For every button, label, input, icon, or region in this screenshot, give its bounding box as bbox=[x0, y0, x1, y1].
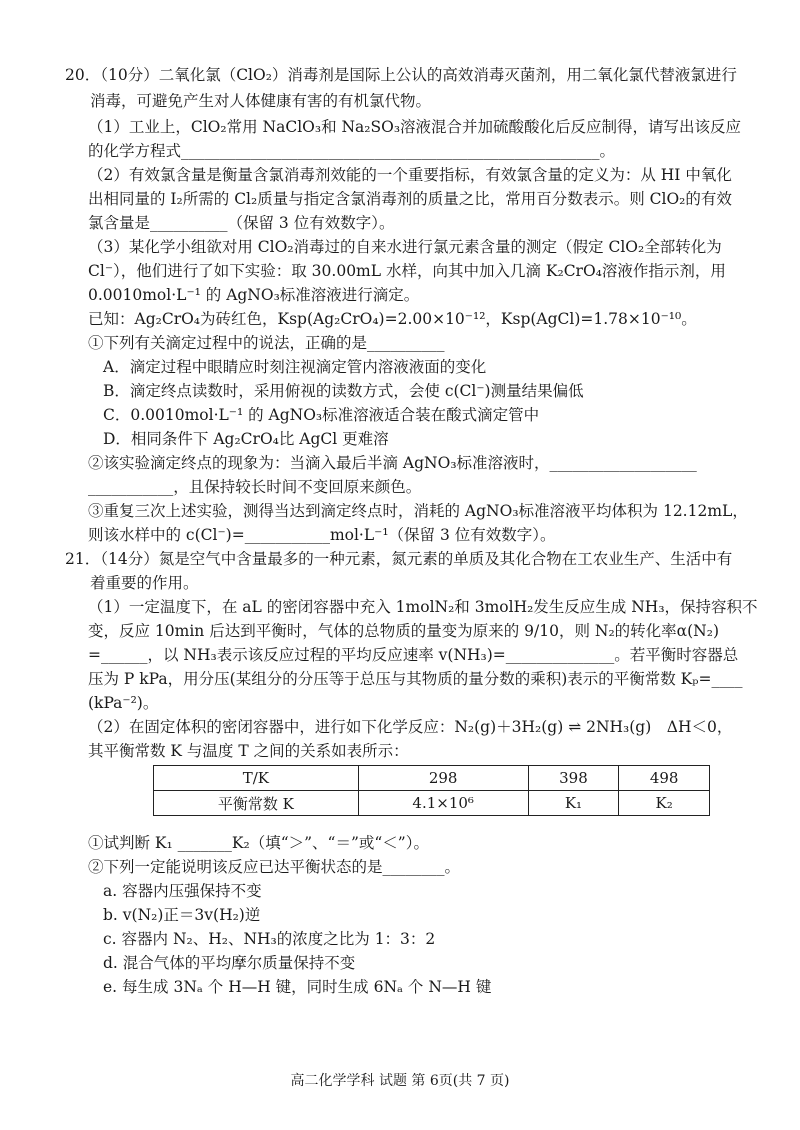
table-cell: 平衡常数 K bbox=[154, 791, 359, 816]
q20-part2-line1: （2）有效氯含量是衡量含氯消毒剂效能的一个重要指标，有效氯含量的定义为：从 HI 中氧化 bbox=[88, 166, 732, 184]
table-cell: 4.1×10⁶ bbox=[358, 791, 528, 816]
q21-option-c: c. 容器内 N₂、H₂、NH₃的浓度之比为 1：3：2 bbox=[103, 930, 436, 948]
q21-part2-line2: 其平衡常数 K 与温度 T 之间的关系如表所示： bbox=[88, 742, 409, 760]
q20-part2-line3: 氯含量是__________（保留 3 位有效数字）。 bbox=[88, 214, 395, 232]
table-cell: 498 bbox=[619, 766, 710, 791]
q20-part1-line1: （1）工业上，ClO₂常用 NaClO₃和 Na₂SO₃溶液混合并加硫酸酸化后反应制得，请写出该反应 bbox=[88, 118, 742, 136]
q21-sub2: ②下列一定能说明该反应已达平衡状态的是________。 bbox=[88, 858, 461, 876]
q20-part2-line2: 出相同量的 I₂所需的 Cl₂质量与指定含氯消毒剂的质量之比，常用百分数表示。则 ClO₂的有效 bbox=[88, 190, 732, 208]
q20-sub1: ①下列有关滴定过程中的说法，正确的是__________ bbox=[88, 334, 445, 352]
q20-sub2-line1: ②该实验滴定终点的现象为：当滴入最后半滴 AgNO₃标准溶液时，___________________ bbox=[88, 454, 697, 472]
q21-part1-line3: =______，以 NH₃表示该反应过程的平均反应速率 v(NH₃)=______________。若平衡时容器总 bbox=[88, 646, 739, 664]
q20-sub2-line2: ___________，且保持较长时间不变回原来颜色。 bbox=[88, 478, 422, 496]
q20-option-b: B．滴定终点读数时，采用俯视的读数方式，会使 c(Cl⁻)测量结果偏低 bbox=[103, 382, 584, 400]
q21-stem-line1: 21．（14分）氮是空气中含量最多的一种元素，氮元素的单质及其化合物在工农业生产、生活中有 bbox=[65, 550, 733, 568]
table-cell: T/K bbox=[154, 766, 359, 791]
table-cell: K₁ bbox=[528, 791, 619, 816]
q21-part2-line1: （2）在固定体积的密闭容器中，进行如下化学反应：N₂(g)＋3H₂(g) ⇌ 2NH₃(g) ΔH＜0， bbox=[88, 718, 733, 736]
q21-option-b: b. v(N₂)正＝3v(H₂)逆 bbox=[103, 906, 261, 924]
q20-part3-line1: （3）某化学小组欲对用 ClO₂消毒过的自来水进行氯元素含量的测定（假定 ClO₂全部转化为 bbox=[88, 238, 722, 256]
table-cell: K₂ bbox=[619, 791, 710, 816]
table-cell: 398 bbox=[528, 766, 619, 791]
page-footer: 高二化学学科 试题 第 6页(共 7 页) bbox=[290, 1073, 510, 1089]
q20-part1-line2: 的化学方程式______________________________________________________。 bbox=[88, 142, 616, 160]
q21-option-a: a. 容器内压强保持不变 bbox=[103, 882, 262, 900]
q20-part3-line3: 0.0010mol·L⁻¹ 的 AgNO₃标准溶液进行滴定。 bbox=[88, 286, 420, 304]
q21-option-e: e. 每生成 3Nₐ 个 H—H 键，同时生成 6Nₐ 个 N—H 键 bbox=[103, 978, 492, 996]
table-row bbox=[154, 791, 710, 816]
q20-part3-line2: Cl⁻），他们进行了如下实验：取 30.00mL 水样，向其中加入几滴 K₂CrO₄溶液作指示剂，用 bbox=[88, 262, 726, 280]
table-header-row bbox=[154, 766, 710, 791]
q20-option-d: D．相同条件下 Ag₂CrO₄比 AgCl 更难溶 bbox=[103, 430, 389, 448]
q20-option-a: A．滴定过程中眼睛应时刻注视滴定管内溶液液面的变化 bbox=[103, 358, 487, 376]
q21-part1-line2: 变，反应 10min 后达到平衡时，气体的总物质的量变为原来的 9/10，则 N₂的转化率α(N₂) bbox=[88, 622, 719, 640]
q21-sub1: ①试判断 K₁ _______K₂（填“＞”、“＝”或“＜”）。 bbox=[88, 834, 429, 852]
q21-part1-line4: 压为 P kPa，用分压(某组分的分压等于总压与其物质的量分数的乘积)表示的平衡常数 Kₚ=____ bbox=[88, 670, 743, 688]
q21-part1-line1: （1）一定温度下，在 aL 的密闭容器中充入 1molN₂和 3molH₂发生反应生成 NH₃，保持容积不 bbox=[88, 598, 758, 616]
q20-stem-line1: 20．（10分）二氧化氯（ClO₂）消毒剂是国际上公认的高效消毒灭菌剂，用二氧化氯代替液氯进行 bbox=[65, 66, 737, 84]
q20-sub3-line1: ③重复三次上述实验，测得当达到滴定终点时，消耗的 AgNO₃标准溶液平均体积为 12.12mL， bbox=[88, 502, 748, 520]
q21-stem-line2: 着重要的作用。 bbox=[90, 574, 199, 592]
q20-stem-line2: 消毒，可避免产生对人体健康有害的有机氯代物。 bbox=[90, 92, 432, 110]
q21-part1-line5: (kPa⁻²)。 bbox=[88, 694, 159, 712]
q21-option-d: d. 混合气体的平均摩尔质量保持不变 bbox=[103, 954, 356, 972]
q20-option-c: C．0.0010mol·L⁻¹ 的 AgNO₃标准溶液适合装在酸式滴定管中 bbox=[103, 406, 540, 424]
equilibrium-constant-table bbox=[153, 765, 710, 816]
table-cell: 298 bbox=[358, 766, 528, 791]
q20-sub3-line2: 则该水样中的 c(Cl⁻)=___________mol·L⁻¹（保留 3 位有效数字）。 bbox=[88, 526, 556, 544]
q20-known: 已知：Ag₂CrO₄为砖红色，Ksp(Ag₂CrO₄)=2.00×10⁻¹²，Ksp(AgCl)=1.78×10⁻¹⁰。 bbox=[88, 310, 697, 328]
